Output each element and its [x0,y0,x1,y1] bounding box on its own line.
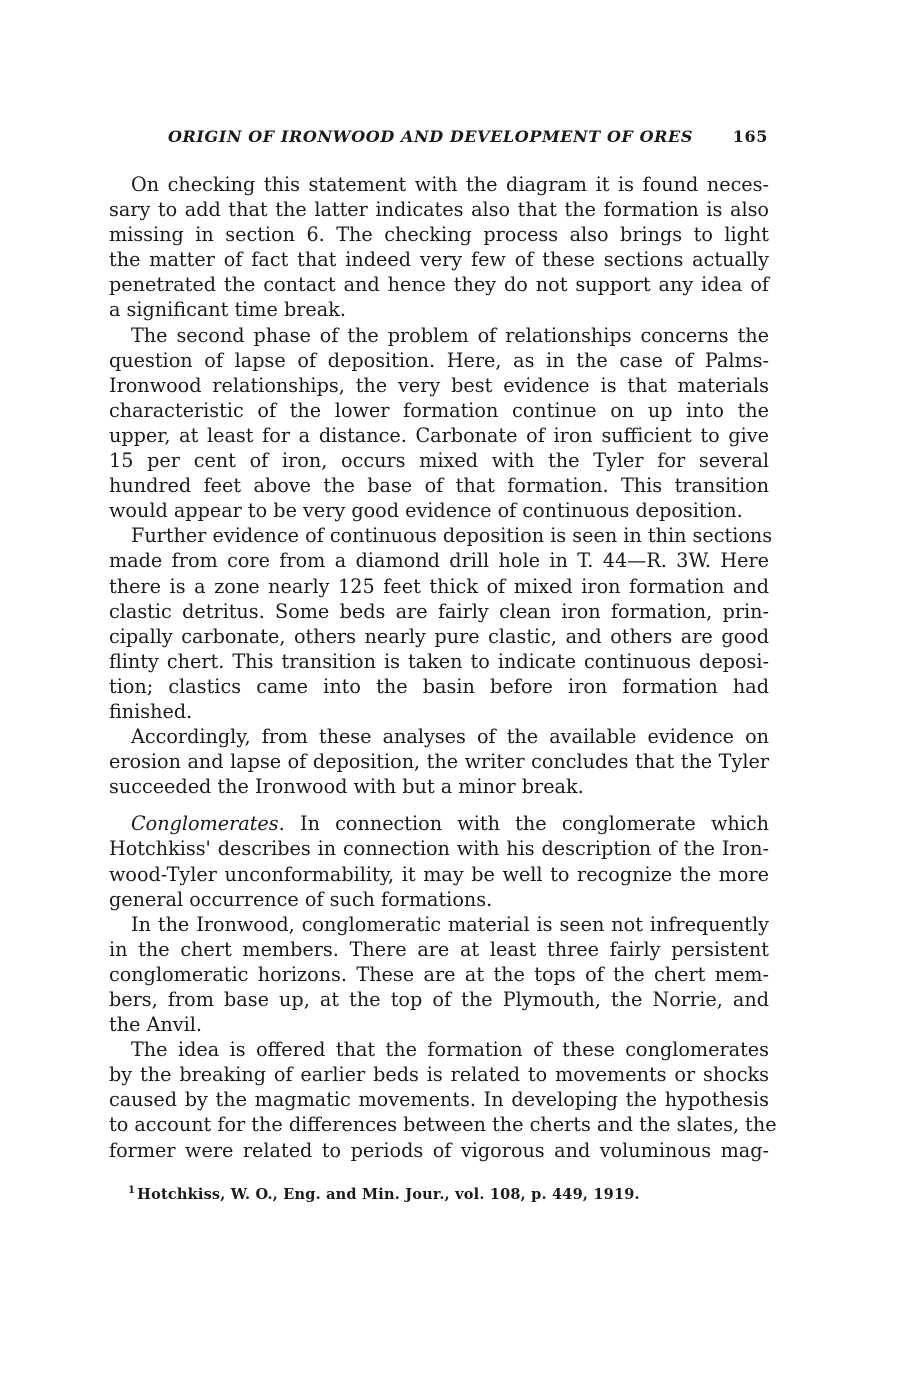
text-line: sary to add that the latter indicates also that the formation is also [109,198,769,222]
body-text [109,172,777,1163]
text-line: to account for the differences between the cherts and the slates, the [109,1113,777,1137]
page-number: 165 [732,127,768,146]
text-line: Further evidence of continuous deposition is seen in thin sections [131,524,773,548]
text-line: The second phase of the problem of relationships concerns the [131,323,769,347]
text-line: Hotchkiss' describes in connection with his description of the Iron- [109,837,769,861]
text-run: In connection with the conglomerate which [284,812,769,836]
text-line: wood-Tyler unconformability, it may be well to recognize the more [109,862,769,886]
text-line: general occurrence of such formations. [109,887,493,911]
text-line: cipally carbonate, others nearly pure clastic, and others are good [109,624,769,648]
text-line: conglomeratic horizons. These are at the tops of the chert mem- [109,962,769,986]
text-line: clastic detritus. Some beds are fairly clean iron formation, prin- [109,599,769,623]
text-line: Ironwood relationships, the very best evidence is that materials [109,373,769,397]
text-line: characteristic of the lower formation continue on up into the [109,398,769,422]
text-line: flinty chert. This transition is taken to indicate continuous deposi- [109,649,769,673]
text-line: by the breaking of earlier beds is related to movements or shocks [109,1063,769,1087]
running-title: ORIGIN OF IRONWOOD AND DEVELOPMENT OF ORES [168,127,694,146]
paragraph [109,811,769,911]
text-line: a significant time break. [109,298,346,322]
text-line: missing in section 6. The checking process also brings to light [109,223,769,247]
paragraph [109,912,769,1037]
text-line: hundred feet above the base of that formation. This transition [109,474,769,498]
text-line: The idea is offered that the formation of these conglomerates [131,1038,769,1062]
footnote [128,1185,728,1203]
paragraph [109,724,769,799]
paragraph [109,523,773,724]
text-line: made from core from a diamond drill hole in T. 44—R. 3W. Here [109,549,769,573]
text-line: in the chert members. There are at least three fairly persistent [109,937,769,961]
running-head [168,127,768,151]
text-line: 15 per cent of iron, occurs mixed with the Tyler for several [109,449,769,473]
text-line: caused by the magmatic movements. In developing the hypothesis [109,1088,769,1112]
text-line: upper, at least for a distance. Carbonate of iron sufficient to give [109,423,769,447]
text-line: penetrated the contact and hence they do not support any idea of [109,273,769,297]
text-line: tion; clastics came into the basin before iron formation had [109,674,769,698]
text-line: would appear to be very good evidence of continuous deposition. [109,499,743,523]
text-line: the Anvil. [109,1013,202,1037]
text-line [109,811,769,836]
text-line: On checking this statement with the diagram it is found neces- [131,173,769,196]
text-line: In the Ironwood, conglomeratic material is seen not infrequently [131,912,769,936]
paragraph [109,323,769,524]
text-line: former were related to periods of vigorous and voluminous mag- [109,1138,769,1162]
paragraph [109,172,769,323]
text-line: there is a zone nearly 125 feet thick of mixed iron formation and [109,574,769,598]
text-line: Accordingly, from these analyses of the available evidence on [131,725,769,749]
section-gap [109,799,769,811]
section-run-in-heading: Conglomerates. [131,812,285,836]
text-line: bers, from base up, at the top of the Plymouth, the Norrie, and [109,988,769,1011]
text-line: finished. [109,699,193,723]
text-line: erosion and lapse of deposition, the writer concludes that the Tyler [109,750,769,774]
paragraph [109,1037,777,1162]
text-line: the matter of fact that indeed very few of these sections actually [109,248,769,272]
footnote-marker: 1 [128,1185,136,1196]
footnote-text: Hotchkiss, W. O., Eng. and Min. Jour., vol. 108, p. 449, 1919. [137,1185,640,1203]
text-line: question of lapse of deposition. Here, as in the case of Palms- [109,348,769,372]
text-line: succeeded the Ironwood with but a minor break. [109,775,584,799]
